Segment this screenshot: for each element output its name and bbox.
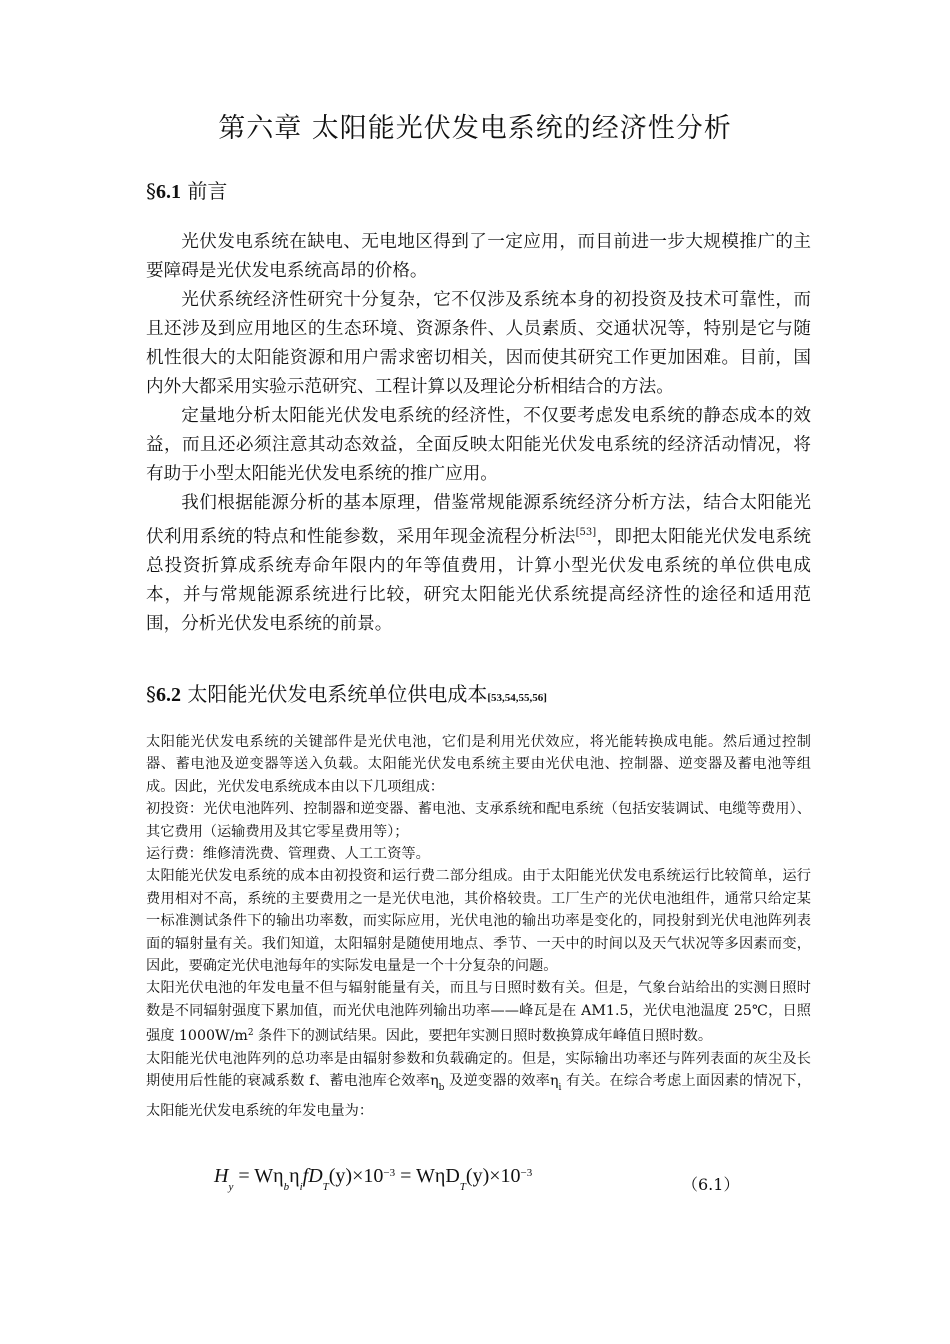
paragraph-text: 太阳光伏电池的年发电量不但与辐射能量有关，而且与日照时数有关。但是，气象台站给出的实测日照时数是不同辐射强度下累加值，而光伏电池阵列输出功率——峰瓦是在 AM1.5，光伏电池温度 25℃，日照强度 1000W/m bbox=[146, 980, 811, 1045]
eq-subscript: T bbox=[459, 1181, 466, 1193]
superscript: 2 bbox=[247, 1028, 254, 1039]
section-title: 前言 bbox=[187, 179, 228, 203]
paragraph: 太阳能光伏发电系统的成本由初投资和运行费二部分组成。由于太阳能光伏发电系统运行比较简单，运行费用相对不高，系统的主要费用之一是光伏电池，其价格较贵。工厂生产的光伏电池组件，通常只给定某一标准测试条件下的输出功率数，而实际应用，光伏电池的输出功率是变化的，同投射到光伏电池阵列表面的辐射量有关。我们知道，太阳辐射是随使用地点、季节、一天中的时间以及天气状况等多因素而变，因此，要确定光伏电池每年的实际发电量是一个十分复杂的问题。 bbox=[146, 868, 811, 975]
paragraph-text: 条件下的测试结果。因此，要把年实测日照时数换算成年峰值日照时数。 bbox=[253, 1028, 713, 1045]
subscript: b bbox=[438, 1083, 445, 1094]
paragraph-text: 及逆变器的效率η bbox=[444, 1073, 559, 1090]
eq-term: (y)×10 bbox=[465, 1165, 521, 1187]
eq-term: fD bbox=[302, 1165, 323, 1187]
chapter-title: 第六章 太阳能光伏发电系统的经济性分析 bbox=[218, 113, 732, 144]
eq-symbol: H bbox=[214, 1165, 229, 1187]
paragraph bbox=[146, 1048, 811, 1122]
section-number: 6.1 bbox=[156, 181, 181, 203]
paragraph-text: 太阳能光伏电池阵列的总功率是由辐射参数和负载确定的。但是，实际输出功率还与阵列表面的灰尘及长期使用后性能的衰减系数 f、蓄电池库仑效率η bbox=[146, 1050, 811, 1090]
eq-term: (y)×10 bbox=[328, 1165, 384, 1187]
intro-text bbox=[146, 228, 811, 639]
eq-term: = Wη bbox=[233, 1165, 284, 1187]
paragraph: 运行费：维修清洗费、管理费、人工工资等。 bbox=[146, 846, 430, 863]
eq-subscript: b bbox=[283, 1181, 290, 1193]
paragraph: 光伏发电系统在缺电、无电地区得到了一定应用，而目前进一步大规模推广的主要障碍是光伏发电系统高昂的价格。 bbox=[146, 232, 811, 281]
eq-subscript: y bbox=[228, 1181, 234, 1193]
cost-text bbox=[146, 731, 811, 1122]
paragraph: 初投资：光伏电池阵列、控制器和逆变器、蓄电池、支承系统和配电系统（包括安装调试、电缆等费用）、其它费用（运输费用及其它零星费用等）； bbox=[146, 801, 811, 840]
eq-term: = WηD bbox=[395, 1165, 460, 1187]
eq-exponent: −3 bbox=[383, 1167, 396, 1179]
subscript: i bbox=[558, 1083, 562, 1094]
equation bbox=[214, 1165, 532, 1193]
section-references: [53,54,55,56] bbox=[487, 692, 547, 704]
paragraph bbox=[146, 489, 811, 639]
section-number: 6.2 bbox=[156, 684, 181, 706]
section-heading-6-2 bbox=[146, 678, 547, 707]
section-symbol: § bbox=[146, 682, 156, 706]
citation: [53] bbox=[575, 527, 597, 538]
paragraph-text: 我们根据能源分析的基本原理，借鉴常规能源系统经济分析方法，结合太阳能光伏利用系统的特点和性能参数，采用年现金流程分析法 bbox=[146, 493, 811, 547]
paragraph: 定量地分析太阳能光伏发电系统的经济性，不仅要考虑发电系统的静态成本的效益，而且还必须注意其动态效益，全面反映太阳能光伏发电系统的经济活动情况，将有助于小型太阳能光伏发电系统的推广应用。 bbox=[146, 406, 811, 484]
section-title: 太阳能光伏发电系统单位供电成本 bbox=[187, 682, 488, 706]
equation-number: （6.1） bbox=[682, 1175, 740, 1194]
paragraph-text: 有关。在综合考虑上面因素的情况下，太阳能光伏发电系统的年发电量为： bbox=[146, 1073, 812, 1119]
paragraph: 光伏系统经济性研究十分复杂，它不仅涉及系统本身的初投资及技术可靠性，而且还涉及到应用地区的生态环境、资源条件、人员素质、交通状况等，特别是它与随机性很大的太阳能资源和用户需求密切相关，因而使其研究工作更加困难。目前，国内外大都采用实验示范研究、工程计算以及理论分析相结合的方法。 bbox=[146, 290, 811, 397]
eq-subscript: i bbox=[299, 1181, 303, 1193]
eq-subscript: T bbox=[322, 1181, 329, 1193]
section-heading-6-1 bbox=[146, 175, 227, 204]
paragraph-text: ，即把太阳能光伏发电系统总投资折算成系统寿命年限内的年等值费用，计算小型光伏发电系统的单位供电成本，并与常规能源系统进行比较，研究太阳能光伏系统提高经济性的途径和适用范围，分析光伏发电系统的前景。 bbox=[146, 526, 811, 634]
paragraph: 太阳能光伏发电系统的关键部件是光伏电池，它们是利用光伏效应，将光能转换成电能。然后通过控制器、蓄电池及逆变器等送入负载。太阳能光伏发电系统主要由光伏电池、控制器、逆变器及蓄电池等组成。因此，光伏发电系统成本由以下几项组成： bbox=[146, 734, 811, 795]
eq-symbol: η bbox=[289, 1165, 300, 1187]
paragraph bbox=[146, 977, 811, 1047]
eq-exponent: −3 bbox=[520, 1167, 533, 1179]
section-symbol: § bbox=[146, 179, 156, 203]
